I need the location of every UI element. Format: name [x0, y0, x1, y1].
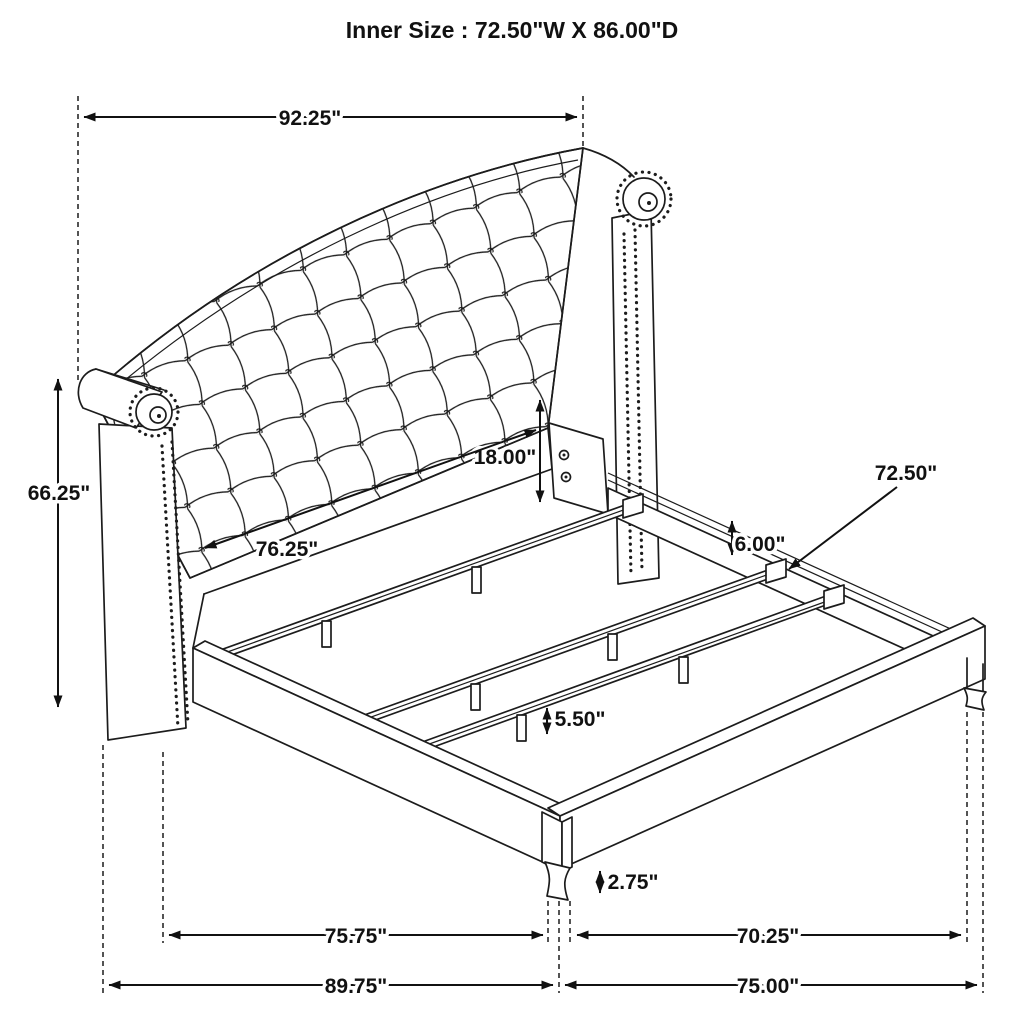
dim-side-rail-height-label: 6.00"	[734, 533, 786, 556]
slat-leg	[322, 621, 331, 647]
far-foot	[964, 688, 986, 710]
slat-leg	[517, 715, 526, 741]
dim-headboard-clearance-label: 18.00"	[473, 446, 537, 469]
left-side-rail	[193, 641, 572, 870]
dim-slat-leg-height	[547, 708, 605, 734]
dim-headboard-inner-width-label: 76.25"	[255, 538, 319, 561]
dim-inner-depth	[169, 925, 543, 948]
front-corner-leg	[542, 812, 572, 900]
dim-overall-width	[84, 107, 577, 130]
dim-overall-depth	[109, 975, 553, 998]
slat-leg	[471, 684, 480, 710]
dim-overall-frame-width-label: 75.00"	[736, 975, 800, 998]
dim-foot-height	[600, 871, 658, 894]
dim-headboard-height-label: 66.25"	[27, 482, 91, 505]
dim-slat-length-label: 72.50"	[874, 462, 938, 485]
dim-inner-width	[577, 925, 961, 948]
dim-overall-frame-width	[565, 975, 977, 998]
dim-overall-depth-label: 89.75"	[324, 975, 388, 998]
dim-inner-depth-label: 75.75"	[324, 925, 388, 948]
slat-leg	[679, 657, 688, 683]
dim-slat-length	[789, 462, 937, 569]
page-title: Inner Size : 72.50"W X 86.00"D	[345, 17, 679, 43]
headboard	[60, 120, 700, 740]
slat-leg	[472, 567, 481, 593]
slat-leg	[608, 634, 617, 660]
dim-inner-width-label: 70.25"	[736, 925, 800, 948]
dim-headboard-height	[28, 379, 91, 707]
front-foot	[545, 862, 570, 900]
side-rail-bracket	[549, 423, 608, 514]
dim-foot-height-label: 2.75"	[607, 871, 659, 894]
dim-overall-width-label: 92.25"	[278, 107, 342, 130]
dim-slat-leg-height-label: 5.50"	[554, 708, 606, 731]
dim-side-rail-height	[732, 521, 785, 556]
